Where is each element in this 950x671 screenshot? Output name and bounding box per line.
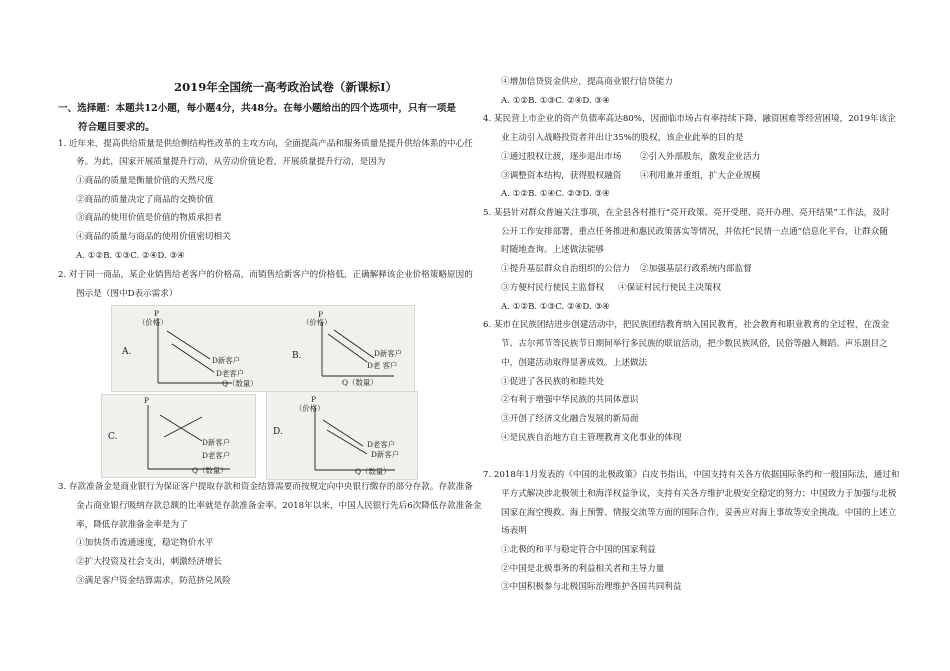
q3-option-4: ④增加信贷资金供应，提高商业银行信贷能力 — [501, 77, 673, 87]
q7-stem-4: 场表明 — [501, 526, 527, 536]
graph-d-plot — [267, 392, 417, 479]
q4-stem-1: 4. 某民营上市企业的资产负债率高达80%，因面临市场占有率持续下降、融资困难等经营困境，2019年该企 — [483, 114, 896, 124]
q5-stem-2: 公开工作安排部署，重点任务推进和惠民政策落实等情况，并依托“民情一点通”信息化平台，让群众随 — [501, 227, 888, 237]
graph-c-d1-label: D新客户 — [202, 438, 231, 447]
q6-stem-1: 6. 某市在民族团结进步创建活动中，把民族团结教育纳入国民教育，社会教育和职业教育的全过程，在泼金 — [483, 320, 890, 330]
q6-stem-3: 中，创建活动取得显著成效。上述做法 — [501, 358, 648, 368]
q1-option-2: ②商品的质量决定了商品的交换价值 — [76, 195, 214, 205]
graph-c-curve-2 — [164, 417, 202, 437]
graph-a-d1-label: D新客户 — [212, 356, 241, 365]
q5-stem-1: 5. 某县针对群众普遍关注事项，在全县各村推行“亮开政策、亮开受理、亮开办理、亮开结果”工作法，及时 — [483, 208, 890, 218]
graph-b-curve-2 — [334, 330, 374, 358]
graph-c-p-label: P — [144, 396, 149, 405]
q7-option-1: ①北极的和平与稳定符合中国的国家利益 — [501, 545, 656, 555]
q3-answers: A. ①②B. ①③C. ②④D. ③④ — [501, 96, 610, 106]
graph-b-curve-1 — [328, 334, 367, 362]
q7-option-3: ③中国积极参与北极国际治理维护各国共同利益 — [501, 582, 682, 592]
q5-option-4: ④保证村民行使民主决策权 — [618, 283, 722, 293]
graph-d — [266, 391, 418, 480]
graph-c-plot — [102, 395, 255, 477]
graph-a-price-label: （价格） — [138, 318, 168, 327]
q1-option-1: ①商品的质量是衡量价值的天然尺度 — [76, 176, 214, 186]
graph-b-price-label: （价格） — [302, 318, 332, 327]
q7-stem-1: 7. 2018年1月发表的《中国的北极政策》白皮书指出，中国支持有关各方依据国际条约和一般国际法，通过和 — [483, 470, 900, 480]
graph-d-price-label: （价格） — [295, 404, 325, 413]
graph-d-option-label: D. — [273, 427, 283, 437]
q3-stem-3: 率，降低存款准备金率是为了 — [76, 520, 188, 530]
graph-d-curve-2 — [327, 430, 367, 454]
q3-option-2: ②扩大投资及社会支出，刺激经济增长 — [76, 557, 223, 567]
q4-option-4: ④利用兼并重组，扩大企业规模 — [640, 171, 761, 181]
q1-option-4: ④商品的质量与商品的使用价值密切相关 — [76, 232, 231, 242]
graph-d-q-label: Q（数量） — [355, 467, 391, 476]
q4-option-3: ③调整资本结构，获得股权融资 — [501, 171, 622, 181]
graph-a — [111, 305, 415, 392]
graph-d-curve-1 — [323, 420, 363, 446]
q6-option-1: ①促进了各民族的和睦共处 — [501, 377, 605, 387]
q2-stem-2: 图示是（图中D表示需求） — [76, 289, 178, 299]
graph-d-d2-label: D新客户 — [371, 450, 400, 459]
q4-answers: A. ①②B. ①④C. ②③D. ③④ — [501, 189, 610, 199]
graph-c-option-label: C. — [108, 432, 118, 442]
graph-c — [101, 394, 256, 478]
section-heading: 一、选择题：本题共12小题，每小题4分，共48分。在每小题给出的四个选项中，只有一项是 — [58, 103, 456, 114]
q7-stem-3: 国家在海空搜救、海上预警、情报交流等方面的国际合作，妥善应对海上事故等安全挑战。中国的上述立 — [501, 508, 897, 518]
q1-stem-2: 务。为此，国家开展质量提升行动，从劳动价值论看，开展质量提升行动，是因为 — [76, 157, 386, 167]
graph-d-p-label: P — [311, 395, 316, 404]
graph-a-option-label: A. — [122, 347, 132, 357]
q4-option-2: ②引入外部股东，激发企业活力 — [640, 152, 761, 162]
q7-stem-2: 平方式解决涉北极领土和海洋权益争议，支持有关各方维护北极安全稳定的努力；中国致力于加强与北极 — [501, 489, 897, 499]
q5-stem-3: 时随地查询。上述做法能够 — [501, 245, 605, 255]
paper-title: 2019年全国统一高考政治试卷（新课标Ⅰ） — [174, 80, 398, 94]
q1-option-3: ③商品的使用价值是价值的物质承担者 — [76, 213, 223, 223]
q4-stem-2: 业主动引入战略投资者并出让35%的股权，该企业此举的目的是 — [501, 133, 744, 143]
graph-a-q-label: Q（数量） — [222, 379, 258, 388]
q5-option-1: ①提升基层群众自治组织的公信力 — [501, 264, 630, 274]
graph-a-d2-label: D老客户 — [216, 369, 245, 378]
q6-option-4: ④是民族自治地方自主管理教育文化事业的体现 — [501, 433, 682, 443]
graph-a-p-label: P — [154, 309, 159, 318]
q3-option-1: ①加快货币流通速度，稳定物价水平 — [76, 538, 214, 548]
graph-b-d1-label: D老 客户 — [367, 361, 398, 370]
q5-option-3: ③方便村民行使民主监督权 — [501, 283, 605, 293]
q1-stem-1: 1. 近年来，提高供给质量是供给侧结构性改革的主攻方向，全面提高产品和服务质量是提升供给体系的中心任 — [58, 139, 473, 149]
graph-b-d2-label: D新客户 — [374, 349, 403, 358]
q5-option-2: ②加强基层行政系统内部监督 — [640, 264, 752, 274]
graph-b-q-label: Q（数量） — [342, 378, 378, 387]
graph-c-q-label: Q（数量） — [192, 466, 228, 475]
q6-option-3: ③开创了经济文化融合发展的新局面 — [501, 414, 639, 424]
q7-option-2: ②中国是北极事务的利益相关者和主导力量 — [501, 564, 665, 574]
graph-c-d2-label: D老客户 — [202, 451, 231, 460]
q6-stem-2: 节、古尔邦节等民族节日期间举行多民族的联谊活动，把少数民族风俗，民俗等融入舞蹈、声乐剧目之 — [501, 339, 888, 349]
q4-option-1: ①通过股权让渡，逐步退出市场 — [501, 152, 622, 162]
q2-stem-1: 2. 对于同一商品，某企业销售给老客户的价格高，而销售给新客户的价格低，正确解释该企业价格策略原因的 — [58, 270, 473, 280]
graph-d-d1-label: D老客户 — [367, 440, 396, 449]
q3-option-3: ③满足客户资金结算需求，防范挤兑风险 — [76, 576, 231, 586]
graph-b-p-label: P — [318, 310, 323, 319]
q3-stem-1: 3. 存款准备金是商业银行为保证客户提取存款和资金结算需要而按规定向中央银行缴存的部分存款。存款准备 — [58, 482, 473, 492]
section-heading-cont: 符合题目要求的。 — [78, 122, 155, 133]
q6-option-2: ②有利于增强中华民族的共同体意识 — [501, 395, 639, 405]
q5-answers: A. ①②B. ①③C. ②④D. ③④ — [501, 302, 610, 312]
q3-stem-2: 金占商业银行吸纳存款总额的比率就是存款准备金率。2018年以来，中国人民银行先后6次降低存款准备金 — [76, 501, 482, 511]
q1-answers: A. ①②B. ①③C. ②④D. ③④ — [76, 251, 185, 261]
graph-b-option-label: B. — [292, 351, 302, 361]
